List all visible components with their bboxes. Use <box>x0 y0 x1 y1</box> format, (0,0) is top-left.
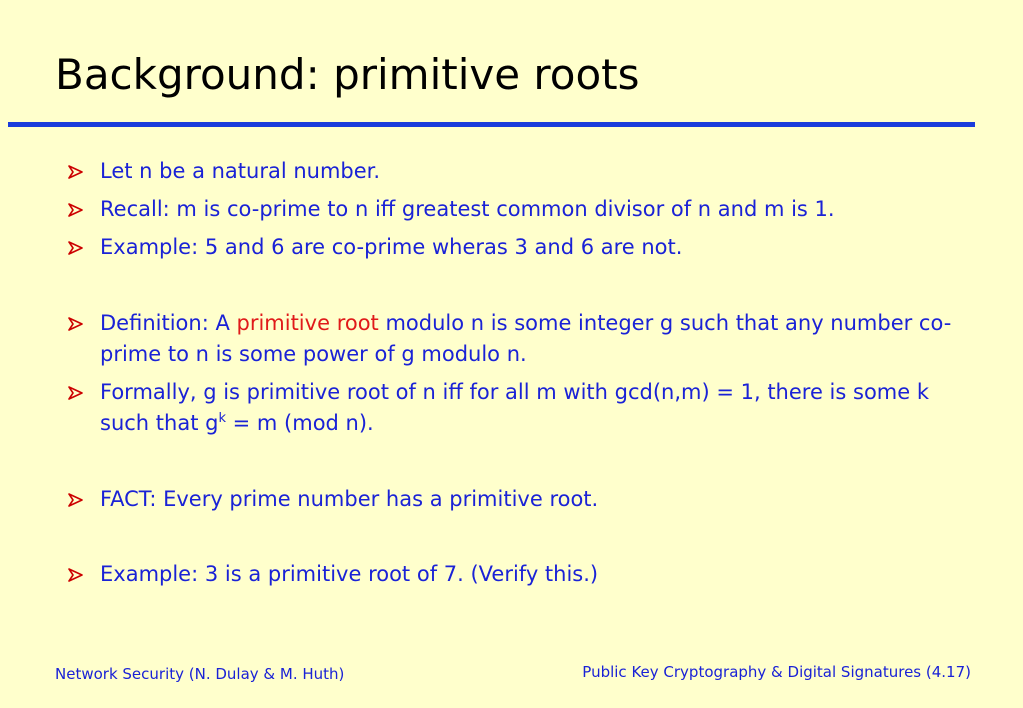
bullet-fact <box>68 484 958 515</box>
arrowhead-bullet-icon <box>68 377 88 408</box>
bullet-text <box>100 377 958 439</box>
exponent-k: k <box>218 411 226 426</box>
arrowhead-bullet-icon <box>68 232 88 263</box>
arrowhead-bullet-icon <box>68 308 88 339</box>
bullet-text: FACT: Every prime number has a primitive root. <box>100 487 599 511</box>
arrowhead-bullet-icon <box>68 194 88 225</box>
bullet-definition <box>68 308 958 370</box>
arrowhead-bullet-icon <box>68 484 88 515</box>
bullet-formal-definition <box>68 377 958 439</box>
bullet-coprime-recall <box>68 194 958 225</box>
bullet-example-seven <box>68 559 958 590</box>
bullet-text: Example: 3 is a primitive root of 7. (Verify this.) <box>100 562 599 586</box>
title-underline <box>8 122 975 127</box>
footer-section-title: Public Key Cryptography & Digital Signatures (4.17) <box>582 663 971 681</box>
bullet-text <box>100 308 958 370</box>
highlight-term-root: root <box>336 311 379 335</box>
highlight-term-primitive: primitive <box>236 311 330 335</box>
slide-title: Background: primitive roots <box>55 50 640 99</box>
bullet-coprime-example <box>68 232 958 263</box>
bullet-natural-number <box>68 156 958 187</box>
arrowhead-bullet-icon <box>68 559 88 590</box>
bullet-text: Recall: m is co-prime to n iff greatest common divisor of n and m is 1. <box>100 197 835 221</box>
definition-rest: modulo n is some integer g such that any number co-prime to n is some power of g modulo n. <box>100 311 952 366</box>
bullet-text: Example: 5 and 6 are co-prime wheras 3 and 6 are not. <box>100 235 683 259</box>
arrowhead-bullet-icon <box>68 156 88 187</box>
footer-course-credit: Network Security (N. Dulay & M. Huth) <box>55 665 345 683</box>
formal-lead: Formally, g is primitive root of n iff for all m with gcd(n,m) = 1, there is some k such that g <box>100 380 930 435</box>
definition-lead: Definition: A <box>100 311 237 335</box>
bullet-text: Let n be a natural number. <box>100 159 381 183</box>
formal-rest: = m (mod n). <box>225 411 374 435</box>
